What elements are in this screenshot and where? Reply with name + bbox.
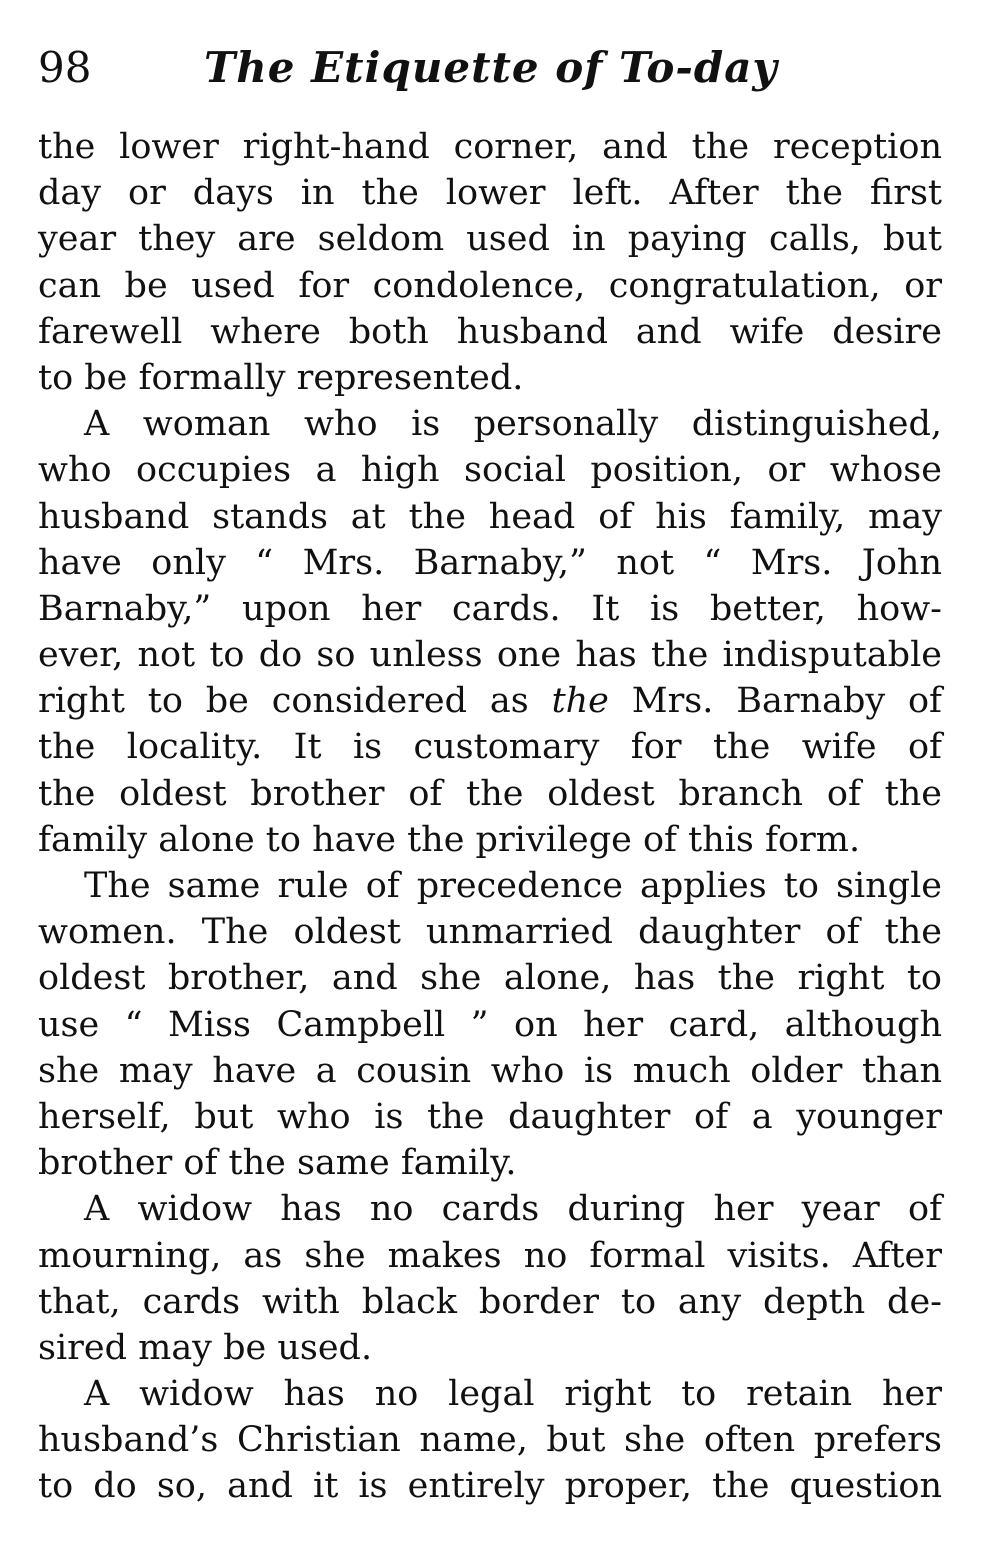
- text-line: have only “ Mrs. Barnaby,” not “ Mrs. John: [38, 542, 942, 583]
- text-line: sired may be used.: [38, 1327, 373, 1368]
- text-line: mourning, as she makes no formal visits. After: [38, 1235, 942, 1276]
- text-line: to be formally represented.: [38, 357, 524, 398]
- text-line: A woman who is personally distinguished,: [84, 404, 942, 445]
- text-segment: Mrs. Barnaby of: [608, 681, 942, 722]
- text-line: women. The oldest unmarried daughter of the: [38, 912, 942, 953]
- italic-word: the: [551, 681, 609, 722]
- text-line: use “ Miss Campbell ” on her card, although: [38, 1004, 942, 1045]
- running-title: The Etiquette of To-day: [204, 43, 778, 92]
- text-line: family alone to have the privilege of this form.: [38, 819, 861, 860]
- text-line: who occupies a high social position, or whose: [38, 450, 942, 491]
- text-line: the oldest brother of the oldest branch of the: [38, 773, 942, 814]
- text-line: year they are seldom used in paying calls, but: [38, 219, 942, 260]
- body-text: [38, 124, 942, 1510]
- text-line: herself, but who is the daughter of a younger: [38, 1096, 942, 1137]
- text-line: that, cards with black border to any depth de-: [38, 1281, 942, 1322]
- text-line: farewell where both husband and wife desire: [38, 311, 942, 352]
- book-page: [38, 38, 942, 1510]
- text-line: [38, 678, 942, 724]
- text-line: the lower right-hand corner, and the reception: [38, 127, 942, 167]
- text-segment: right to be considered as: [38, 681, 552, 722]
- text-line: A widow has no legal right to retain her: [84, 1374, 942, 1415]
- text-line: The same rule of precedence applies to single: [84, 866, 942, 906]
- text-line: brother of the same family.: [38, 1143, 517, 1184]
- text-line: oldest brother, and she alone, has the right to: [38, 958, 942, 999]
- text-line: she may have a cousin who is much older than: [38, 1050, 942, 1091]
- text-line: ever, not to do so unless one has the indisputable: [38, 635, 942, 676]
- text-line: day or days in the lower left. After the first: [38, 173, 942, 214]
- page-number: 98: [38, 43, 92, 92]
- text-line: A widow has no cards during her year of: [84, 1189, 942, 1230]
- text-line: the locality. It is customary for the wife of: [38, 727, 942, 768]
- running-head: [38, 38, 942, 108]
- text-line: to do so, and it is entirely proper, the question: [38, 1466, 942, 1507]
- text-line: can be used for condolence, congratulation, or: [38, 265, 942, 306]
- text-line: husband’s Christian name, but she often prefers: [38, 1420, 942, 1461]
- text-line: Barnaby,” upon her cards. It is better, how-: [38, 588, 942, 629]
- text-line: husband stands at the head of his family, may: [38, 496, 942, 537]
